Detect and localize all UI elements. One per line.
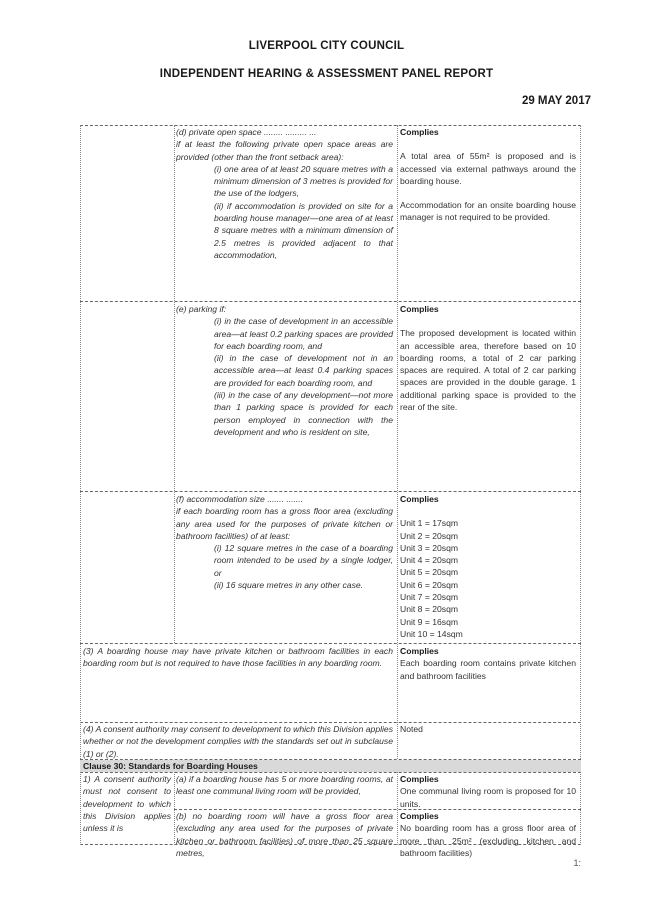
clause-e-assessment bbox=[400, 303, 576, 413]
clause-3-assessment bbox=[400, 645, 576, 682]
clause-d-text bbox=[176, 126, 393, 261]
clause-d-comment: A total area of 55m² is proposed and is accessed via external pathways around the boarding house. bbox=[400, 151, 576, 186]
column-rule bbox=[174, 772, 175, 845]
clause-f-intro: if each boarding room has a gross floor area (excluding any area used for the purposes of private kitchen or bathroom facilities) of at least: bbox=[176, 506, 393, 541]
status-complies: Complies bbox=[400, 127, 439, 137]
unit-size-item: Unit 8 = 20sqm bbox=[400, 604, 459, 615]
status-complies: Complies bbox=[400, 494, 439, 504]
unit-size-item: Unit 3 = 20sqm bbox=[400, 542, 459, 553]
council-title: LIVERPOOL CITY COUNCIL bbox=[248, 40, 405, 52]
clause-3-comment: Each boarding room contains private kitchen and bathroom facilities bbox=[400, 658, 576, 681]
row-divider bbox=[80, 491, 581, 492]
unit-size-item: Unit 6 = 20sqm bbox=[400, 579, 459, 590]
clause-e-comment: The proposed development is located within an accessible area, therefore based on 10 boarding rooms, a total of 2 car parking spaces are required. A total of 2 car parking spaces are provided in the double garage. 1 additional parking space is provided to the rear of the site. bbox=[400, 328, 576, 413]
clause-e-item-iii: (iii) in the case of any development—not more than 1 parking space is provided for each person employed in connection with the development and who is resident on site, bbox=[214, 390, 393, 437]
clause-30b-text bbox=[176, 810, 393, 859]
clause-30a-comment: One communal living room is proposed for 10 units. bbox=[400, 786, 576, 809]
column-rule bbox=[174, 125, 175, 643]
clause-e-item-ii: (ii) in the case of development not in an accessible area—at least 0.4 parking spaces are provided for each boarding room, and bbox=[214, 353, 393, 388]
column-rule bbox=[580, 125, 581, 845]
clause-d-item-ii: (ii) if accommodation is provided on site for a boarding house manager—one area of at least 8 square metres with a minimum dimension of 2.5 metres is provided adjacent to that accommodation, bbox=[214, 200, 393, 260]
clause-4-body: (4) A consent authority may consent to development to which this Division applies whether or not the development complies with the standards set out in subclause (1) or (2). bbox=[83, 724, 393, 759]
clause-d-intro: if at least the following private open space areas are provided (other than the front setback area): bbox=[176, 139, 393, 162]
clause-d-heading: (d) private open space ........ ......... ... bbox=[176, 127, 317, 137]
clause-f-text bbox=[176, 493, 393, 591]
clause-3-body: (3) A boarding house may have private kitchen or bathroom facilities in each boarding room but is not required to have those facilities in any boarding room. bbox=[83, 646, 393, 669]
row-divider bbox=[80, 643, 581, 644]
unit-size-item: Unit 9 = 16sqm bbox=[400, 616, 459, 627]
clause-30a-assessment bbox=[400, 773, 576, 810]
clause-4-assessment bbox=[400, 723, 576, 735]
unit-size-item: Unit 2 = 20sqm bbox=[400, 530, 459, 541]
unit-size-item: Unit 7 = 20sqm bbox=[400, 592, 459, 603]
clause-30a-body: (a) if a boarding house has 5 or more boarding rooms, at least one communal living room will be provided, bbox=[176, 774, 393, 797]
clause-30b-body: (b) no boarding room will have a gross floor area (excluding any area used for the purposes of private kitchen or bathroom facilities) of more than 25 square metres, bbox=[176, 811, 393, 858]
clause-d-comment-manager: Accommodation for an onsite boarding house manager is not required to be provided. bbox=[400, 200, 576, 223]
column-rule bbox=[80, 125, 81, 845]
clause-30b-comment: No boarding room has a gross floor area of more than 25m² (excluding kitchen and bathroom facilities) bbox=[400, 823, 576, 858]
clause-30-lead-text bbox=[83, 773, 171, 834]
unit-size-list bbox=[400, 517, 576, 640]
clause-f-item-ii: (ii) 16 square metres in any other case. bbox=[214, 580, 364, 591]
assessment-table bbox=[80, 125, 581, 858]
report-date: 29 MAY 2017 bbox=[521, 95, 591, 107]
column-rule bbox=[397, 125, 398, 759]
unit-size-item: Unit 1 = 17sqm bbox=[400, 518, 459, 529]
row-divider bbox=[80, 301, 581, 302]
report-title: INDEPENDENT HEARING & ASSESSMENT PANEL REPORT bbox=[159, 68, 494, 80]
clause-f-assessment bbox=[400, 493, 576, 640]
clause-30a-text bbox=[176, 773, 393, 798]
status-complies: Complies bbox=[400, 304, 439, 314]
clause-30b-assessment bbox=[400, 810, 576, 859]
section-heading-clause-30: Clause 30: Standards for Boarding Houses bbox=[80, 760, 581, 772]
status-complies: Complies bbox=[400, 646, 439, 656]
page-number: 1: bbox=[573, 858, 581, 868]
unit-size-item: Unit 10 = 14sqm bbox=[400, 628, 463, 639]
clause-e-text bbox=[176, 303, 393, 438]
clause-30-lead-body: 1) A consent authority must not consent to development to which this Division applies unless it is bbox=[83, 774, 171, 834]
clause-d-assessment bbox=[400, 126, 576, 224]
unit-size-item: Unit 5 = 20sqm bbox=[400, 567, 459, 578]
clause-e-item-i: (i) in the case of development in an accessible area—at least 0.2 parking spaces are provided for each boarding room, and bbox=[214, 316, 393, 351]
status-complies: Complies bbox=[400, 811, 439, 821]
clause-e-heading: (e) parking if: bbox=[176, 304, 227, 314]
clause-d-item-i: (i) one area of at least 20 square metres with a minimum dimension of 3 metres is provided for the use of the lodgers, bbox=[214, 163, 393, 199]
unit-size-item: Unit 4 = 20sqm bbox=[400, 555, 459, 566]
clause-4-text bbox=[83, 723, 393, 760]
column-rule bbox=[397, 772, 398, 845]
status-noted: Noted bbox=[400, 724, 423, 734]
status-complies: Complies bbox=[400, 774, 439, 784]
clause-f-heading: (f) accommodation size ....... ....... bbox=[176, 494, 304, 504]
clause-3-text bbox=[83, 645, 393, 670]
clause-f-item-i: (i) 12 square metres in the case of a boarding room intended to be used by a single lodger, or bbox=[214, 543, 393, 578]
